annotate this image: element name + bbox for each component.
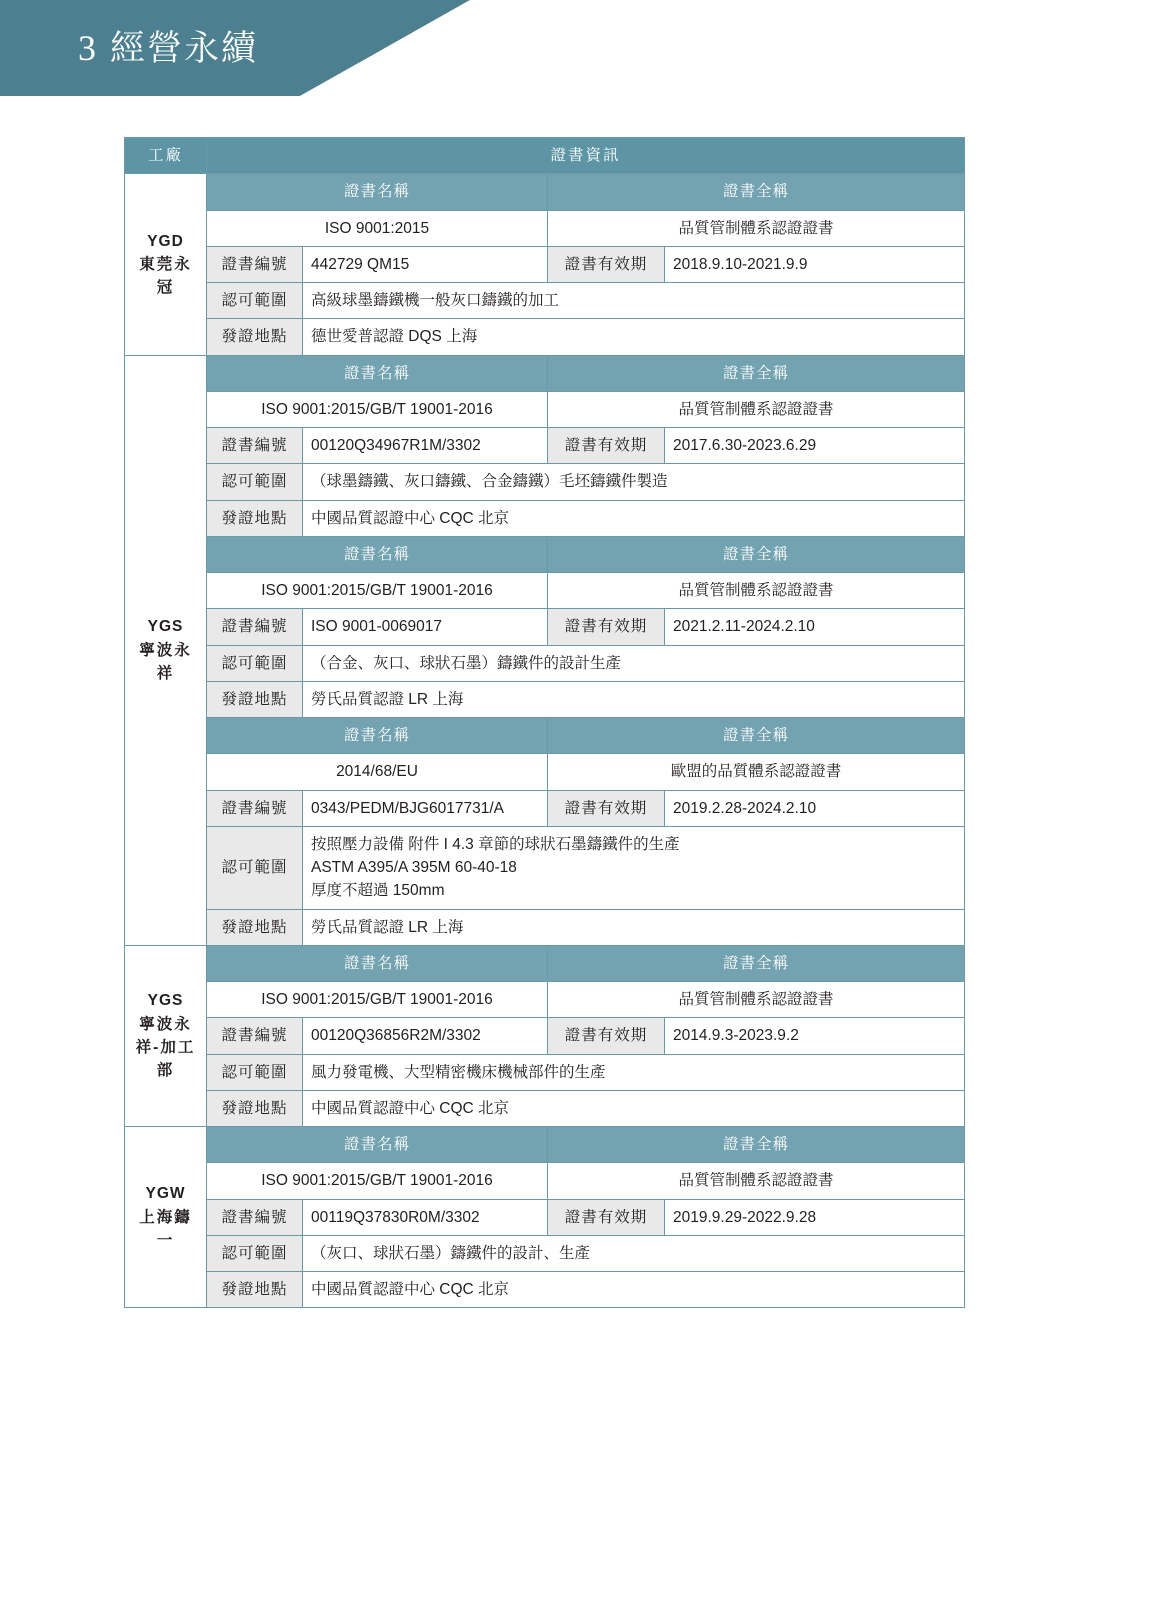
cert-validity-value: 2019.2.28-2024.2.10: [665, 790, 965, 826]
table-row: [125, 909, 965, 945]
table-row: [125, 319, 965, 355]
table-row: [125, 1090, 965, 1126]
subheader-cert-name: 證書名稱: [207, 945, 548, 981]
label-cert-validity: 證書有效期: [548, 428, 665, 464]
cert-issue-place-value: 勞氏品質認證 LR 上海: [303, 681, 965, 717]
cert-scope-value: 高級球墨鑄鐵機一般灰口鑄鐵的加工: [303, 283, 965, 319]
table-row: [125, 1054, 965, 1090]
cert-scope-value: 風力發電機、大型精密機床機械部件的生產: [303, 1054, 965, 1090]
factory-name: 寧波永祥: [139, 641, 192, 682]
cert-number-value: 0343/PEDM/BJG6017731/A: [303, 790, 548, 826]
cert-name-value: ISO 9001:2015: [207, 210, 548, 246]
label-cert-validity: 證書有效期: [548, 1018, 665, 1054]
label-issue-place: 發證地點: [207, 1272, 303, 1308]
cert-scope-value: 按照壓力設備 附件 I 4.3 章節的球狀石墨鑄鐵件的生產 ASTM A395/A 395M 60-40-18 厚度不超過 150mm: [303, 826, 965, 909]
table-row: [125, 210, 965, 246]
table-row: [125, 681, 965, 717]
table-row: [125, 536, 965, 572]
cert-validity-value: 2018.9.10-2021.9.9: [665, 246, 965, 282]
table-row: [125, 246, 965, 282]
cert-validity-value: 2019.9.29-2022.9.28: [665, 1199, 965, 1235]
cert-issue-place-value: 勞氏品質認證 LR 上海: [303, 909, 965, 945]
cert-fullname-value: 品質管制體系認證證書: [548, 210, 965, 246]
table-row: [125, 945, 965, 981]
subheader-cert-name: 證書名稱: [207, 718, 548, 754]
label-cert-validity: 證書有效期: [548, 790, 665, 826]
table-row: [125, 464, 965, 500]
label-cert-number: 證書編號: [207, 609, 303, 645]
label-issue-place: 發證地點: [207, 1090, 303, 1126]
table-row: [125, 573, 965, 609]
cert-scope-value: （球墨鑄鐵、灰口鑄鐵、合金鑄鐵）毛坯鑄鐵件製造: [303, 464, 965, 500]
subheader-cert-fullname: 證書全稱: [548, 355, 965, 391]
label-cert-scope: 認可範圍: [207, 826, 303, 909]
cert-fullname-value: 品質管制體系認證證書: [548, 391, 965, 427]
factory-name: 寧波永祥-加工部: [135, 1015, 196, 1080]
subheader-cert-name: 證書名稱: [207, 536, 548, 572]
factory-code: YGS: [147, 992, 184, 1010]
table-row: [125, 1272, 965, 1308]
cert-number-value: 442729 QM15: [303, 246, 548, 282]
certificate-table: [124, 137, 965, 1308]
table-row: [125, 500, 965, 536]
label-cert-validity: 證書有效期: [548, 246, 665, 282]
label-issue-place: 發證地點: [207, 500, 303, 536]
cert-number-value: 00120Q34967R1M/3302: [303, 428, 548, 464]
table-row: [125, 790, 965, 826]
label-cert-validity: 證書有效期: [548, 609, 665, 645]
table-row: [125, 1235, 965, 1271]
label-cert-scope: 認可範圍: [207, 464, 303, 500]
table-row: [125, 718, 965, 754]
label-cert-validity: 證書有效期: [548, 1199, 665, 1235]
cert-issue-place-value: 德世愛普認證 DQS 上海: [303, 319, 965, 355]
label-cert-scope: 認可範圍: [207, 645, 303, 681]
table-row: [125, 1127, 965, 1163]
factory-cell-ygs-processing: [125, 945, 207, 1126]
subheader-cert-fullname: 證書全稱: [548, 174, 965, 210]
cert-fullname-value: 品質管制體系認證證書: [548, 1163, 965, 1199]
table-row: [125, 609, 965, 645]
section-title: 經營永續: [110, 29, 259, 68]
label-cert-scope: 認可範圍: [207, 1054, 303, 1090]
factory-code: YGD: [147, 232, 184, 250]
cert-name-value: ISO 9001:2015/GB/T 19001-2016: [207, 982, 548, 1018]
cert-fullname-value: 品質管制體系認證證書: [548, 573, 965, 609]
label-issue-place: 發證地點: [207, 909, 303, 945]
cert-name-value: 2014/68/EU: [207, 754, 548, 790]
cert-number-value: ISO 9001-0069017: [303, 609, 548, 645]
subheader-cert-fullname: 證書全稱: [548, 1127, 965, 1163]
page-header: [0, 0, 1167, 96]
table-row: [125, 1163, 965, 1199]
table-row: [125, 391, 965, 427]
subheader-cert-fullname: 證書全稱: [548, 536, 965, 572]
cert-issue-place-value: 中國品質認證中心 CQC 北京: [303, 1090, 965, 1126]
label-issue-place: 發證地點: [207, 319, 303, 355]
factory-cell-ygd: [125, 174, 207, 355]
subheader-cert-fullname: 證書全稱: [548, 945, 965, 981]
factory-cell-ygs: [125, 355, 207, 945]
table-row: [125, 826, 965, 909]
factory-code: YGW: [145, 1185, 186, 1203]
header-cell-factory: 工廠: [125, 138, 207, 174]
table-row: [125, 1199, 965, 1235]
table-row: [125, 645, 965, 681]
label-cert-number: 證書編號: [207, 790, 303, 826]
table-row: [125, 355, 965, 391]
subheader-cert-name: 證書名稱: [207, 1127, 548, 1163]
label-cert-scope: 認可範圍: [207, 283, 303, 319]
table-row: [125, 428, 965, 464]
section-number: 3: [78, 28, 98, 68]
cert-validity-value: 2021.2.11-2024.2.10: [665, 609, 965, 645]
table-row: [125, 283, 965, 319]
certificate-table-container: [124, 137, 964, 1308]
table-row: [125, 982, 965, 1018]
cert-scope-value: （合金、灰口、球狀石墨）鑄鐵件的設計生產: [303, 645, 965, 681]
factory-code: YGS: [147, 618, 184, 636]
cert-issue-place-value: 中國品質認證中心 CQC 北京: [303, 500, 965, 536]
subheader-cert-name: 證書名稱: [207, 174, 548, 210]
cert-number-value: 00119Q37830R0M/3302: [303, 1199, 548, 1235]
label-cert-number: 證書編號: [207, 246, 303, 282]
table-row: [125, 1018, 965, 1054]
table-row: [125, 754, 965, 790]
factory-name: 上海鑄一: [139, 1208, 192, 1249]
label-cert-number: 證書編號: [207, 1199, 303, 1235]
header-cell-cert-info: 證書資訊: [207, 138, 965, 174]
cert-name-value: ISO 9001:2015/GB/T 19001-2016: [207, 391, 548, 427]
factory-cell-ygw: [125, 1127, 207, 1308]
cert-fullname-value: 歐盟的品質體系認證證書: [548, 754, 965, 790]
page-title: [78, 30, 258, 66]
cert-name-value: ISO 9001:2015/GB/T 19001-2016: [207, 573, 548, 609]
label-issue-place: 發證地點: [207, 681, 303, 717]
cert-number-value: 00120Q36856R2M/3302: [303, 1018, 548, 1054]
label-cert-number: 證書編號: [207, 428, 303, 464]
subheader-cert-fullname: 證書全稱: [548, 718, 965, 754]
cert-validity-value: 2014.9.3-2023.9.2: [665, 1018, 965, 1054]
cert-name-value: ISO 9001:2015/GB/T 19001-2016: [207, 1163, 548, 1199]
subheader-cert-name: 證書名稱: [207, 355, 548, 391]
cert-fullname-value: 品質管制體系認證證書: [548, 982, 965, 1018]
label-cert-scope: 認可範圍: [207, 1235, 303, 1271]
label-cert-number: 證書編號: [207, 1018, 303, 1054]
factory-name: 東莞永冠: [139, 255, 192, 296]
cert-issue-place-value: 中國品質認證中心 CQC 北京: [303, 1272, 965, 1308]
cert-scope-value: （灰口、球狀石墨）鑄鐵件的設計、生產: [303, 1235, 965, 1271]
table-row: [125, 174, 965, 210]
table-header-row: [125, 138, 965, 174]
cert-validity-value: 2017.6.30-2023.6.29: [665, 428, 965, 464]
